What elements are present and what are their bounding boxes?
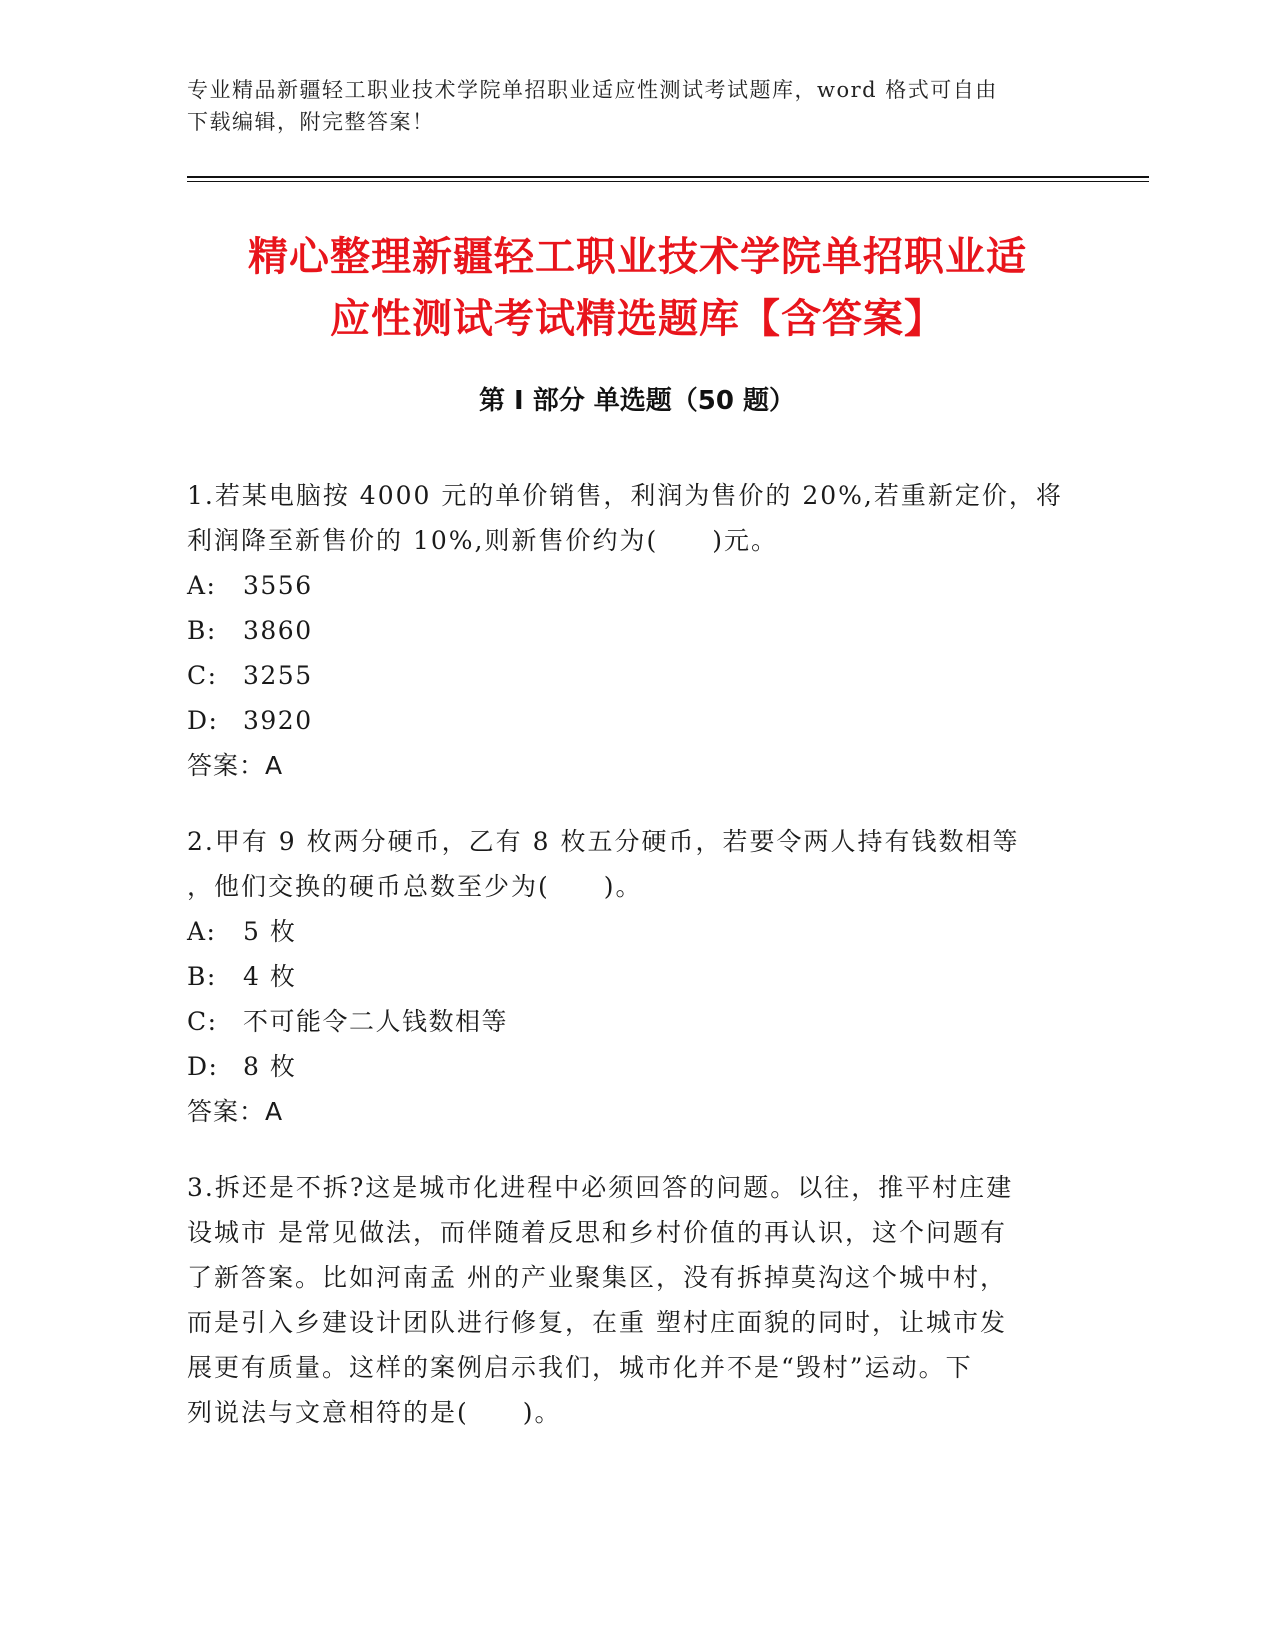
option-text: 3556 (243, 571, 313, 600)
option-text: 3920 (243, 706, 313, 735)
answer-option-c (187, 999, 1087, 1044)
option-letter: B: (187, 962, 217, 991)
question-stem (187, 473, 1087, 563)
question-stem (187, 1165, 1087, 1435)
option-letter: D: (187, 1052, 219, 1081)
answer-option-c (187, 653, 1087, 698)
section-title: 第 I 部分 单选题（50 题） (478, 386, 796, 416)
question-stem-line: 展更有质量。这样的案例启示我们，城市化并不是“毁村”运动。下 (187, 1353, 973, 1382)
answer-option-b (187, 608, 1087, 653)
question-stem-line: ，他们交换的硬币总数至少为( )。 (187, 872, 643, 901)
header-note-line: 专业精品新疆轻工职业技术学院单招职业适应性测试考试题库，word 格式可自由 (187, 78, 998, 102)
answer-option-d (187, 698, 1087, 743)
question-stem-line: 1.若某电脑按 4000 元的单价销售，利润为售价的 20%,若重新定价，将 (187, 481, 1063, 510)
header-divider-thin (187, 181, 1149, 182)
header-divider (187, 176, 1149, 178)
question-stem (187, 819, 1087, 909)
header-note-line: 下载编辑，附完整答案！ (187, 110, 435, 134)
answer-option-d (187, 1044, 1087, 1089)
option-text: 5 枚 (243, 917, 297, 946)
question-item (187, 473, 1087, 788)
question-stem-line: 2.甲有 9 枚两分硬币，乙有 8 枚五分硬币，若要令两人持有钱数相等 (187, 827, 1020, 856)
answer-key: 答案：A (187, 1097, 284, 1126)
document-title-line: 精心整理新疆轻工职业技术学院单招职业适 (248, 234, 1027, 280)
question-stem-line: 列说法与文意相符的是( )。 (187, 1398, 562, 1427)
question-stem-line: 了新答案。比如河南孟 州的产业聚集区，没有拆掉莫沟这个城中村， (187, 1263, 1007, 1292)
option-text: 3860 (243, 616, 313, 645)
question-stem-line: 利润降至新售价的 10%,则新售价约为( )元。 (187, 526, 778, 555)
option-letter: C: (187, 661, 218, 690)
answer-option-b (187, 954, 1087, 999)
answer-option-a (187, 563, 1087, 608)
header-note (187, 74, 1087, 138)
option-letter: A: (187, 571, 217, 600)
question-list (187, 473, 1087, 1466)
answer-key: 答案：A (187, 751, 284, 780)
question-stem-line: 设城市 是常见做法，而伴随着反思和乡村价值的再认识，这个问题有 (187, 1218, 1007, 1247)
option-text: 不可能令二人钱数相等 (243, 1007, 509, 1036)
document-title-line: 应性测试考试精选题库【含答案】 (330, 296, 945, 342)
option-letter: D: (187, 706, 219, 735)
question-item (187, 1165, 1087, 1435)
option-letter: A: (187, 917, 217, 946)
option-letter: B: (187, 616, 217, 645)
option-letter: C: (187, 1007, 218, 1036)
document-title (180, 226, 1095, 350)
question-stem-line: 3.拆还是不拆?这是城市化进程中必须回答的问题。以往，推平村庄建 (187, 1173, 1014, 1202)
option-text: 8 枚 (243, 1052, 297, 1081)
option-text: 3255 (243, 661, 313, 690)
answer-option-a (187, 909, 1087, 954)
question-stem-line: 而是引入乡建设计团队进行修复，在重 塑村庄面貌的同时，让城市发 (187, 1308, 1007, 1337)
option-text: 4 枚 (243, 962, 297, 991)
question-item (187, 819, 1087, 1134)
